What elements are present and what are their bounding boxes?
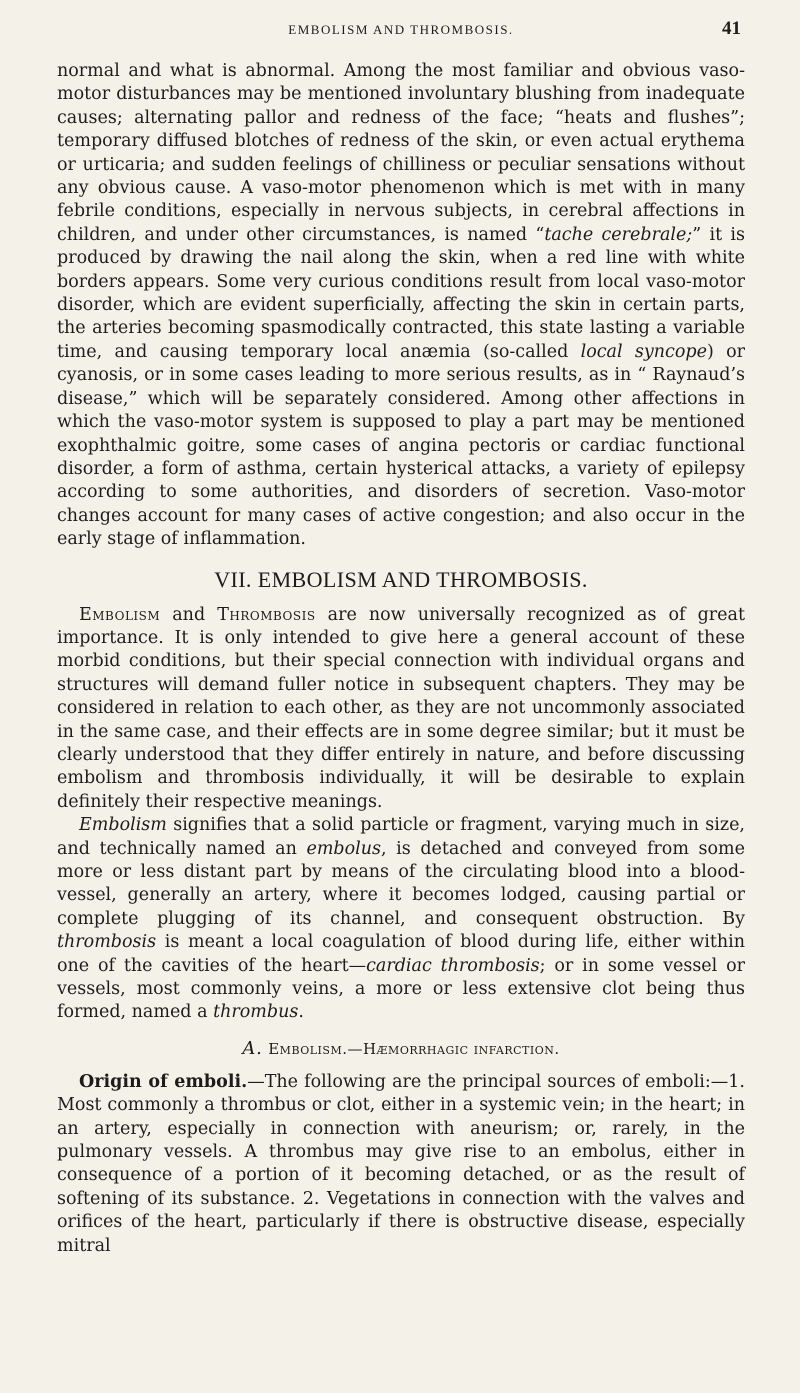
intro-italic-tache: tache cerebrale; (544, 224, 693, 245)
intro-paragraph (57, 60, 745, 552)
subsection-letter: A. (242, 1037, 263, 1059)
overview-text: are now universally recognized as of great importance. It is only intended to give here a general account of these morbid conditions, but their special connection with individual organs and structures will demand fuller notice in subsequent chapters. They may be considered in relation to each other, as they are not uncommonly associated in the same case, and their effects are in some degree similar; but it must be clearly understood that they differ entirely in nature, and before discussing embolism and thrombosis individually, it will be desirable to explain definitely their respective meanings. (57, 604, 745, 812)
def-embolus-term: embolus (306, 838, 382, 859)
def-text-2: , is detached and conveyed from some more or less distant part by means of the circulating blood into a blood-vessel, generally an artery, where it becomes lodged, causing partial or complete plugging of its channel, and consequent obstruction. By (57, 838, 745, 929)
intro-text-2: ” it is produced by drawing the nail along the skin, when a red line with white borders appears. Some very curious conditions result from local vaso-motor disorder, which are evident superficially, affecting the skin in certain parts, the arteries becoming spasmodically contracted, this state lasting a variable time, and causing temporary local anæmia (so-called (57, 224, 746, 362)
subsection-title: Embolism.—Hæmorrhagic infarction. (268, 1039, 560, 1058)
def-text-3: is meant a local coagulation of blood during life, either within one of the cavities of the heart— (57, 932, 745, 976)
intro-text-3: ) or cyanosis, or in some cases leading to more serious results, as in “ Raynaud’s disease,” which will be separately considered. Among other affections in which the vaso-motor system is supposed to play a part may be mentioned exophthalmic goitre, some cases of angina pectoris or cardiac functional disorder, a form of asthma, certain hysterical attacks, a variety of epilepsy according to some authorities, and disorders of secretion. Vaso-motor changes account for many cases of active congestion; and also occur in the early stage of inflammation. (57, 341, 746, 550)
lead-word-thrombosis: Thrombosis (217, 604, 316, 625)
lead-and: and (160, 604, 218, 625)
lead-word-embolism: Embolism (79, 604, 161, 625)
def-cardiac-thrombosis-term: cardiac thrombosis (366, 955, 540, 976)
def-text-1: signifies that a solid particle or fragment, varying much in size, and technically named an (57, 815, 745, 859)
def-text-5: . (298, 1002, 304, 1023)
page-number: 41 (722, 18, 741, 39)
running-head (57, 0, 745, 60)
def-text-4: ; or in some vessel or vessels, most commonly veins, a more or less extensive clot being thus formed, named a (57, 955, 745, 1023)
paragraph-origin-of-emboli (57, 1071, 745, 1258)
def-thrombosis-term: thrombosis (57, 932, 157, 953)
runin-heading-origin-of-emboli: Origin of emboli. (79, 1071, 248, 1092)
paragraph-embolism-thrombosis-overview (57, 604, 745, 815)
def-embolism-term: Embolism (79, 815, 167, 836)
section-heading: VII. EMBOLISM AND THROMBOSIS. (214, 566, 588, 592)
running-head-title: EMBOLISM AND THROMBOSIS. (288, 22, 514, 37)
paragraph-definitions (57, 814, 745, 1025)
intro-italic-local-syncope: local syncope (580, 341, 707, 362)
def-thrombus-term: thrombus (213, 1002, 299, 1023)
intro-text-1: normal and what is abnormal. Among the most familiar and obvious vaso-motor disturbances may be mentioned involuntary blushing from inadequate causes; alternating pallor and redness of the face; “heats and flushes”; temporary diffused blotches of redness of the skin, or even actual erythema or urticaria; and sudden feelings of chilliness or peculiar sensations without any obvious cause. A vaso-motor phenomenon which is met with in many febrile conditions, especially in nervous subjects, in cerebral affections in children, and under other circumstances, is named “ (57, 61, 745, 245)
subsection-heading (57, 1038, 745, 1059)
origin-text: —The following are the principal sources of emboli:—1. Most commonly a thrombus or clot, either in a systemic vein; in the heart; in an artery, especially in connection with aneurism; or, rarely, in the pulmonary vessels. A thrombus may give rise to an embolus, either in consequence of a portion of it becoming detached, or as the result of softening of its substance. 2. Vegetations in connection with the valves and orifices of the heart, particularly if there is obstructive disease, especially mitral (57, 1071, 745, 1256)
